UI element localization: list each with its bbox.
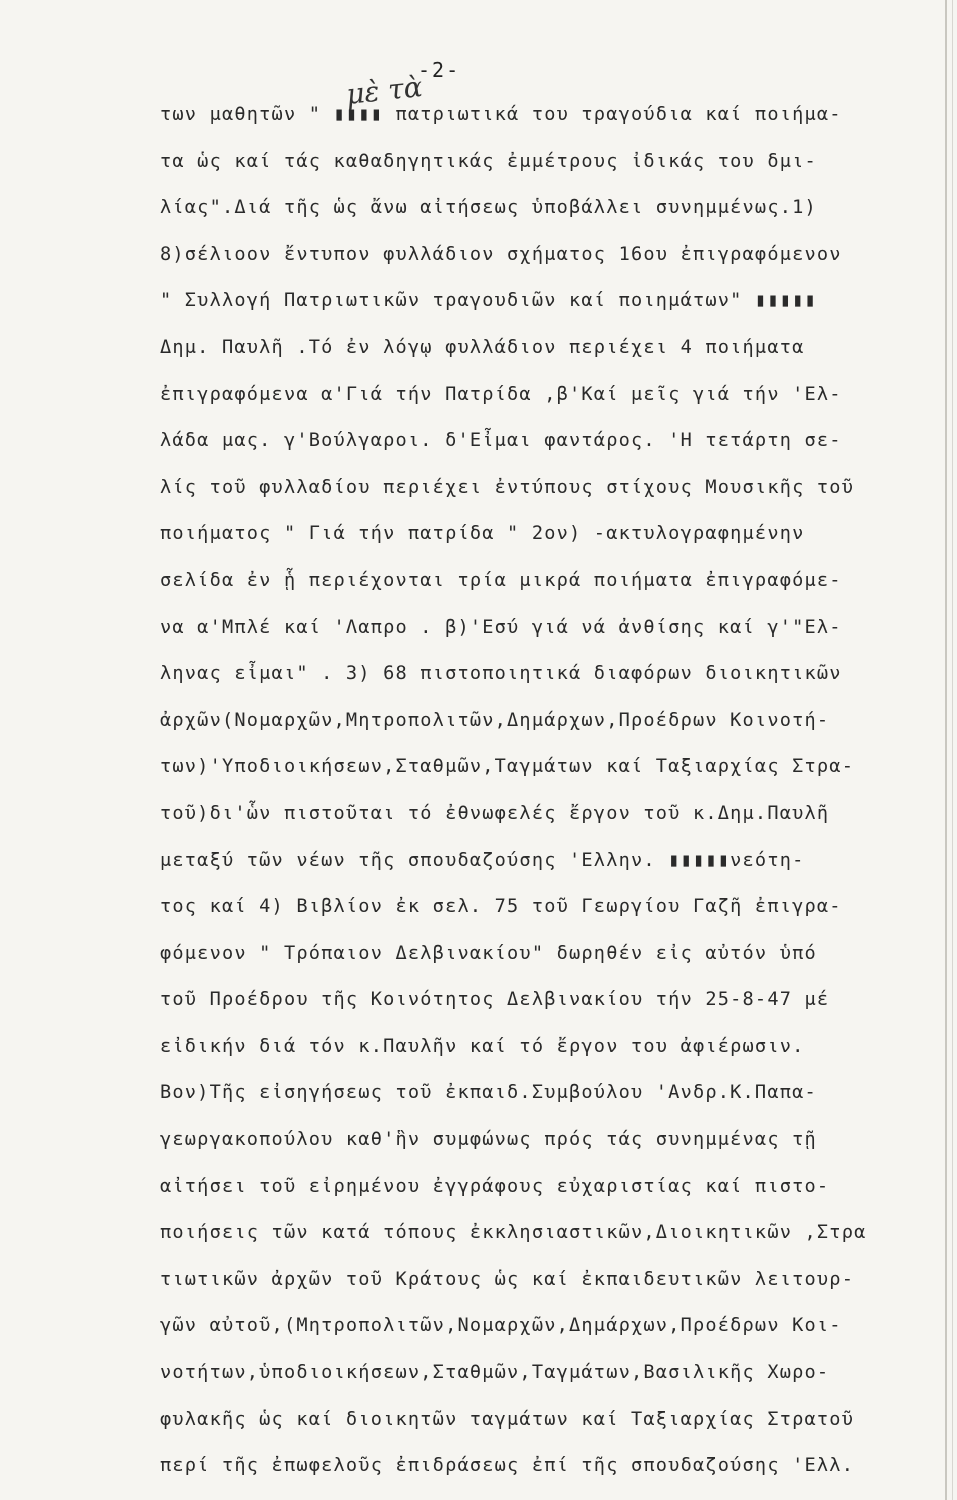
text-line: μεταξύ τῶν νέων τῆς σπουδαζούσης 'Ελλην. ▮▮▮▮▮νεότη-	[160, 849, 805, 871]
text-line: γῶν αὐτοῦ,(Μητροπολιτῶν,Νομαρχῶν,Δημάρχων,Προέδρων Κοι-	[160, 1315, 842, 1337]
text-line: γεωργακοπούλου καθ'ἣν συμφώνως πρός τάς συνημμένας τῇ	[160, 1129, 817, 1151]
text-line: ποιήσεις τῶν κατά τόπους ἐκκλησιαστικῶν,Διοικητικῶν ,Στρα	[160, 1222, 867, 1244]
text-line: τα ὡς καί τάς καθαδηγητικάς ἐμμέτρους ἰδικάς του δμι-	[160, 150, 817, 172]
text-line: ἀρχῶν(Νομαρχῶν,Μητροπολιτῶν,Δημάρχων,Προέδρων Κοινοτή-	[160, 709, 830, 731]
text-line: λάδα μας. γ'Βούλγαροι. δ'Εἶμαι φαντάρος. 'Η τετάρτη σε-	[160, 430, 842, 452]
text-line: εἰδικήν διά τόν κ.Παυλῆν καί τό ἔργον του ἀφιέρωσιν.	[160, 1035, 805, 1057]
text-line: 8)σέλιοον ἔντυπον φυλλάδιον σχήματος 16ου ἐπιγραφόμενον	[160, 243, 842, 265]
text-line: περί τῆς ἐπωφελοῦς ἐπιδράσεως ἐπί τῆς σπουδαζούσης 'Ελλ.	[160, 1455, 855, 1477]
text-line: τος καί 4) Βιβλίον ἐκ σελ. 75 τοῦ Γεωργίου Γαζῆ ἐπιγρα-	[160, 896, 842, 918]
text-line: τιωτικῶν ἀρχῶν τοῦ Κράτους ὡς καί ἐκπαιδευτικῶν λειτουρ-	[160, 1268, 855, 1290]
text-line: φόμενον " Τρόπαιον Δελβινακίου" δωρηθέν εἰς αὐτόν ὑπό	[160, 942, 817, 964]
text-line: Δημ. Παυλῆ .Τό ἐν λόγῳ φυλλάδιον περιέχει 4 ποιήματα	[160, 336, 805, 358]
page-edge-shadow	[945, 0, 947, 1500]
text-line: των)'Υποδιοικήσεων,Σταθμῶν,Ταγμάτων καί Ταξιαρχίας Στρα-	[160, 756, 855, 778]
text-line: τοῦ)δι'ὧν πιστοῦται τό ἐθνωφελές ἔργον τοῦ κ.Δημ.Παυλῆ	[160, 802, 830, 824]
page-number: -2-	[418, 58, 461, 82]
text-line: " Συλλογή Πατριωτικῶν τραγουδιῶν καί ποιημάτων" ▮▮▮▮▮	[160, 290, 817, 312]
text-line: αἰτήσει τοῦ εἰρημένου ἐγγράφους εὐχαριστίας καί πιστο-	[160, 1175, 830, 1197]
text-line: λίς τοῦ φυλλαδίου περιέχει ἐντύπους στίχους Μουσικῆς τοῦ	[160, 476, 855, 498]
text-line: των μαθητῶν " ▮▮▮▮ πατριωτικά του τραγούδια καί ποιήμα-	[160, 104, 842, 125]
text-line: λίας".Διά τῆς ὡς ἄνω αἰτήσεως ὑποβάλλει συνημμένως.1)	[160, 197, 817, 219]
text-line: να α'Μπλέ καί 'Λαπρο . β)'Εσύ γιά νά ἀνθίσης καί γ'"Ελ-	[160, 616, 842, 638]
text-line: τοῦ Προέδρου τῆς Κοινότητος Δελβινακίου τήν 25-8-47 μέ	[160, 989, 830, 1011]
text-line: Βον)Τῆς εἰσηγήσεως τοῦ ἐκπαιδ.Συμβούλου 'Ανδρ.Κ.Παπα-	[160, 1082, 817, 1104]
text-line: φυλακῆς ὡς καί διοικητῶν ταγμάτων καί Ταξιαρχίας Στρατοῦ	[160, 1408, 855, 1430]
handwritten-insert: μὲ τὰ	[344, 70, 425, 111]
page-edge-line	[952, 0, 953, 1500]
text-line: ἐπιγραφόμενα α'Γιά τήν Πατρίδα ,β'Καί μεῖς γιά τήν 'Ελ-	[160, 383, 842, 405]
typewritten-body	[160, 92, 940, 1490]
text-line: νοτήτων,ὑποδιοικήσεων,Σταθμῶν,Ταγμάτων,Βασιλικῆς Χωρο-	[160, 1362, 830, 1384]
text-line: ποιήματος " Γιά τήν πατρίδα " 2ον) -ακτυλογραφημένην	[160, 523, 805, 545]
text-line: ληνας εἶμαι" . 3) 68 πιστοποιητικά διαφόρων διοικητικῶν	[160, 663, 842, 685]
text-line: σελίδα ἐν ᾗ περιέχονται τρία μικρά ποιήματα ἐπιγραφόμε-	[160, 569, 842, 591]
